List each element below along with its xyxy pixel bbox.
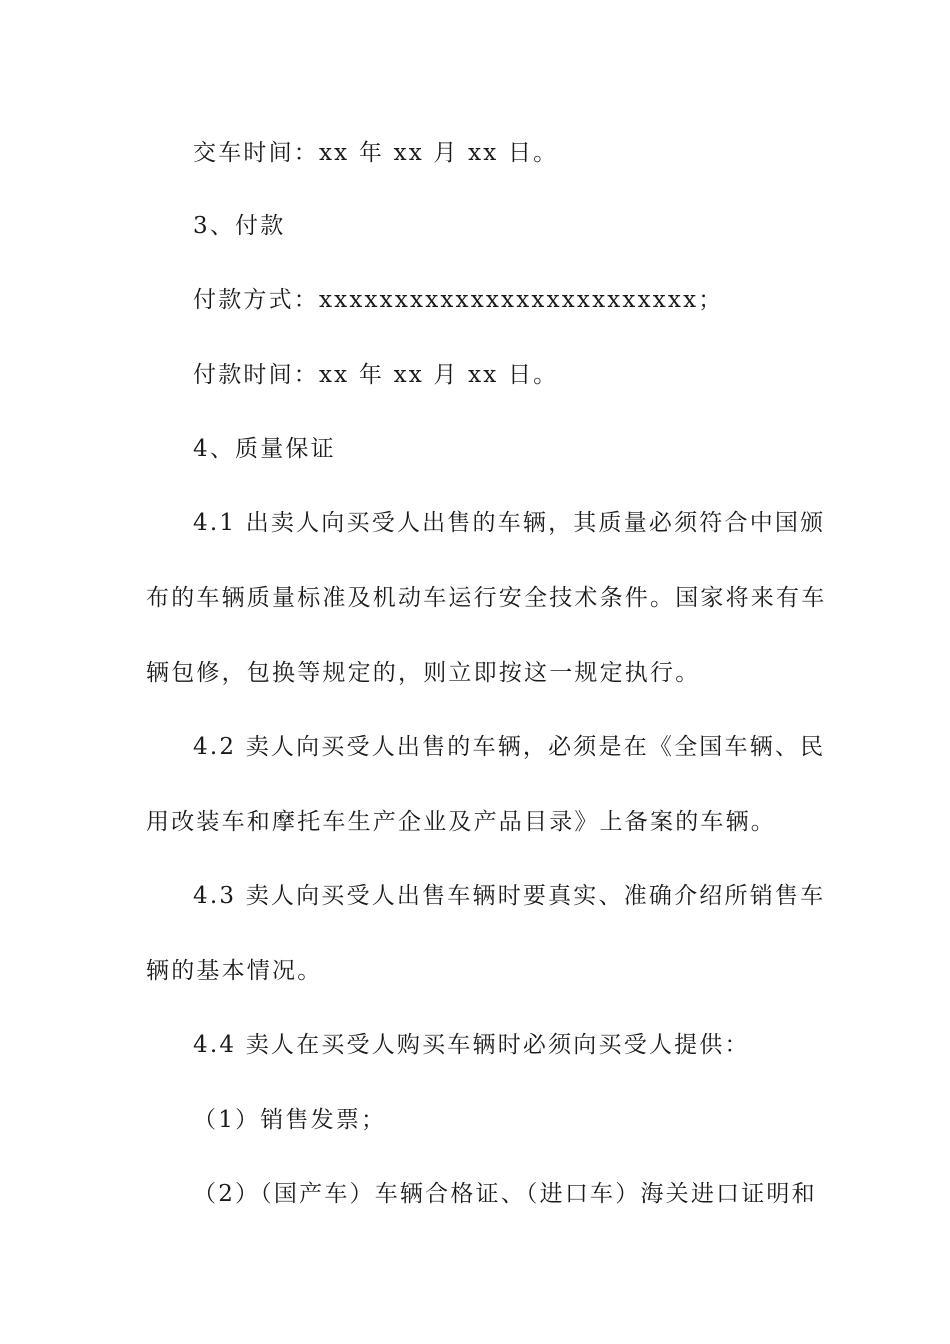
clause-4-3-line-1: 4.3 卖人向买受人出售车辆时要真实、准确介绍所销售车: [193, 883, 826, 909]
clause-4-4-line-1: 4.4 卖人在买受人购买车辆时必须向买受人提供：: [193, 1032, 750, 1058]
clause-4-2-line-1: 4.2 卖人向买受人出售的车辆，必须是在《全国车辆、民: [193, 734, 826, 760]
item-2-line: （2）（国产车）车辆合格证、（进口车）海关进口证明和: [193, 1181, 817, 1207]
delivery-time-line: 交车时间：xx 年 xx 月 xx 日。: [193, 140, 559, 166]
clause-4-3-line-2: 辆的基本情况。: [146, 958, 323, 984]
clause-4-2-line-2: 用改装车和摩托车生产企业及产品目录》上备案的车辆。: [146, 809, 776, 835]
section-4-heading: 4、质量保证: [193, 436, 336, 462]
payment-method-line: 付款方式：xxxxxxxxxxxxxxxxxxxxxxxxx；: [193, 287, 724, 313]
clause-4-1-line-1: 4.1 出卖人向买受人出售的车辆，其质量必须符合中国颁: [193, 510, 826, 536]
clause-4-1-line-3: 辆包修，包换等规定的，则立即按这一规定执行。: [146, 660, 701, 686]
clause-4-1-line-2: 布的车辆质量标准及机动车运行安全技术条件。国家将来有车: [146, 585, 827, 611]
payment-time-line: 付款时间：xx 年 xx 月 xx 日。: [193, 362, 559, 388]
section-3-heading: 3、付款: [193, 213, 286, 239]
item-1-line: （1）销售发票；: [193, 1107, 387, 1133]
